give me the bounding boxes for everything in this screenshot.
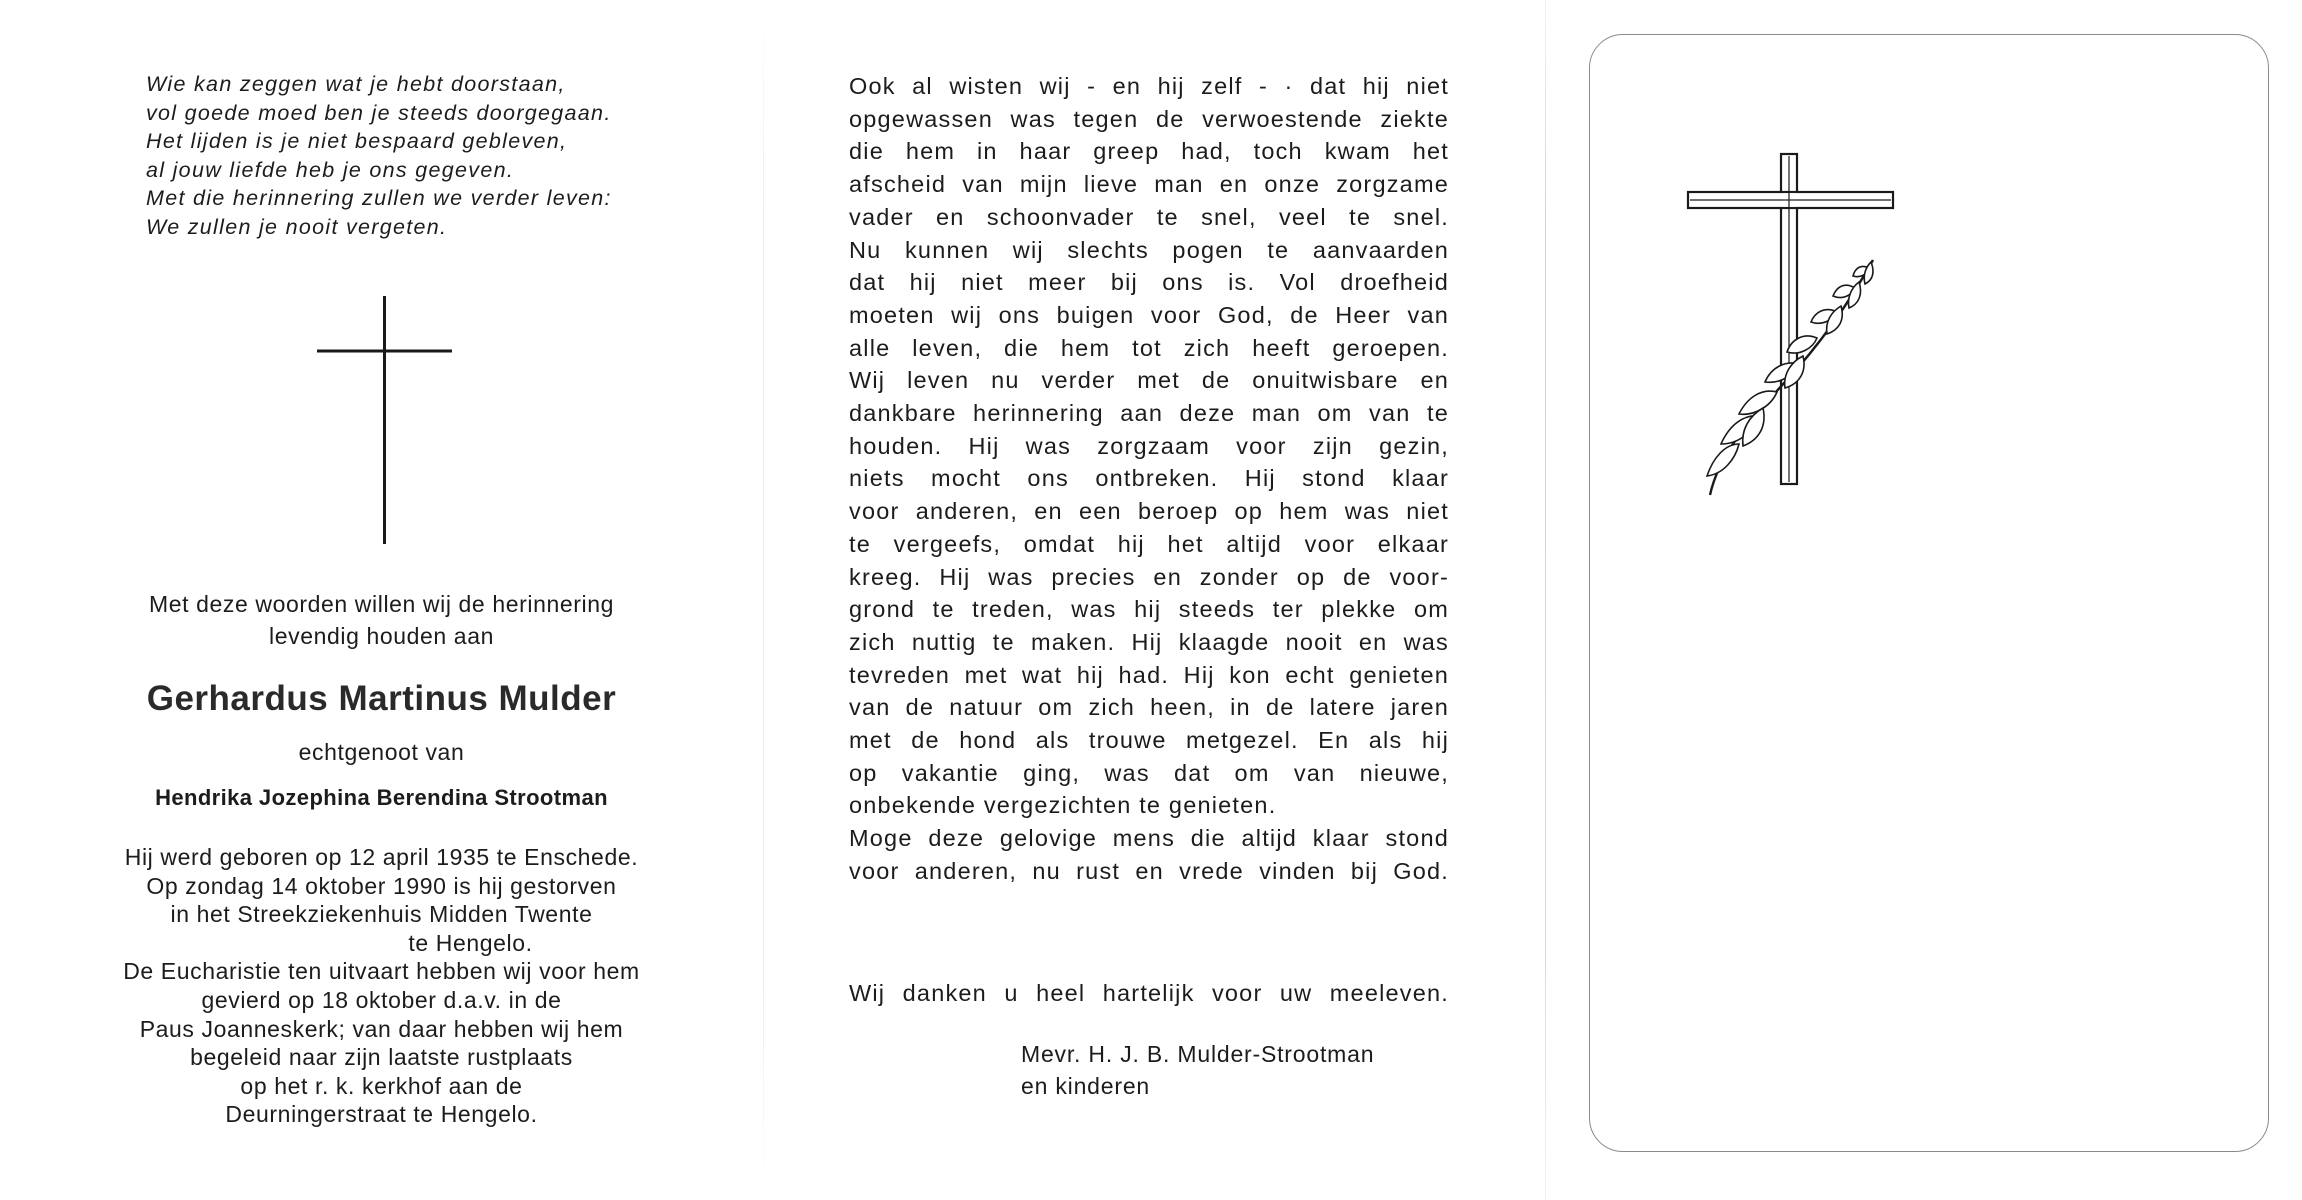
intro-line: levendig houden aan [269, 623, 494, 649]
letter-line: te vergeefs, omdat hij het altijd voor elkaar [849, 530, 1449, 557]
cross-with-palm-icon [1685, 150, 1900, 500]
letter-line: niets mocht ons ontbreken. Hij stond klaar [849, 465, 1449, 492]
bio-line: Op zondag 14 oktober 1990 is hij gestorven [146, 872, 617, 899]
bio-line: te Hengelo. [408, 929, 533, 956]
letter-line: Moge deze gelovige mens die altijd klaar stond [849, 825, 1449, 852]
letter-line: opgewassen was tegen de verwoestende ziekte [849, 105, 1449, 132]
letter-line: op vakantie ging, was dat om van nieuwe, [849, 759, 1449, 786]
spouse-label: echtgenoot van [298, 739, 465, 765]
letter-line: vader en schoonvader te snel, veel te snel. [849, 203, 1449, 230]
letter-line: zich nuttig te maken. Hij klaagde nooit en was [849, 628, 1449, 655]
poem-line: Wie kan zeggen wat je hebt doorstaan, [146, 72, 566, 96]
deceased-name: Gerhardus Martinus Mulder [146, 679, 617, 718]
intro-text [0, 588, 763, 652]
letter-line: dankbare herinnering aan deze man om van te [849, 400, 1449, 427]
bio-line: op het r. k. kerkhof aan de [240, 1072, 523, 1099]
poem [146, 70, 612, 242]
letter-line: houden. Hij was zorgzaam voor zijn gezin, [849, 432, 1449, 459]
letter-line: van de natuur om zich heen, in de latere jaren [849, 694, 1449, 721]
bio-line: Deurningerstraat te Hengelo. [225, 1101, 538, 1128]
memorial-letter [849, 70, 1449, 888]
letter-line: dat hij niet meer bij ons is. Vol droefheid [849, 269, 1449, 296]
letter-line: alle leven, die hem tot zich heeft geroepen. [849, 334, 1449, 361]
bio-line: gevierd op 18 oktober d.a.v. in de [201, 986, 562, 1013]
letter-line: voor anderen, nu rust en vrede vinden bij God. [849, 857, 1449, 884]
letter-line: die hem in haar greep had, toch kwam het [849, 138, 1449, 165]
bio-line: in het Streekziekenhuis Midden Twente [170, 901, 593, 928]
letter-line: Nu kunnen wij slechts pogen te aanvaarden [849, 236, 1449, 263]
thin-cross-icon [317, 296, 452, 544]
signature [1021, 1038, 1374, 1102]
letter-line: afscheid van mijn lieve man en onze zorgzame [849, 171, 1449, 198]
letter-line: tevreden met wat hij had. Hij kon echt genieten [849, 661, 1449, 688]
letter-line: met de hond als trouwe metgezel. En als hij [849, 727, 1449, 754]
bio-line: begeleid naar zijn laatste rustplaats [190, 1044, 573, 1071]
poem-line: We zullen je nooit vergeten. [146, 214, 448, 239]
signature-family: en kinderen [1021, 1073, 1150, 1099]
poem-line: al jouw liefde heb je ons gegeven. [146, 157, 515, 182]
poem-line: Het lijden is je niet bespaard gebleven, [146, 129, 568, 154]
biography [0, 843, 763, 1129]
bio-line: Hij werd geboren op 12 april 1935 te Enschede. [124, 844, 639, 870]
signature-name: Mevr. H. J. B. Mulder-Strootman [1021, 1041, 1375, 1067]
bio-line: Paus Joanneskerk; van daar hebben wij hem [139, 1015, 624, 1042]
letter-line: Ook al wisten wij - en hij zelf - · dat hij niet [849, 73, 1449, 99]
letter-line: grond te treden, was hij steeds ter plekke om [849, 596, 1449, 623]
letter-line: kreeg. Hij was precies en zonder op de voor- [849, 563, 1449, 590]
poem-line: Met die herinnering zullen we verder leven: [146, 186, 612, 211]
thanks-line: Wij danken u heel hartelijk voor uw meeleven. [849, 980, 1449, 1006]
letter-line: onbekende vergezichten te genieten. [849, 792, 1277, 819]
bio-line: De Eucharistie ten uitvaart hebben wij voor hem [123, 958, 640, 985]
letter-line: Wij leven nu verder met de onuitwisbare en [849, 367, 1449, 394]
intro-line: Met deze woorden willen wij de herinnering [149, 591, 614, 617]
poem-line: vol goede moed ben je steeds doorgegaan. [146, 100, 612, 125]
letter-line: voor anderen, en een beroep op hem was niet [849, 498, 1449, 525]
spouse-name: Hendrika Jozephina Berendina Strootman [155, 785, 608, 810]
letter-line: moeten wij ons buigen voor God, de Heer van [849, 301, 1449, 328]
